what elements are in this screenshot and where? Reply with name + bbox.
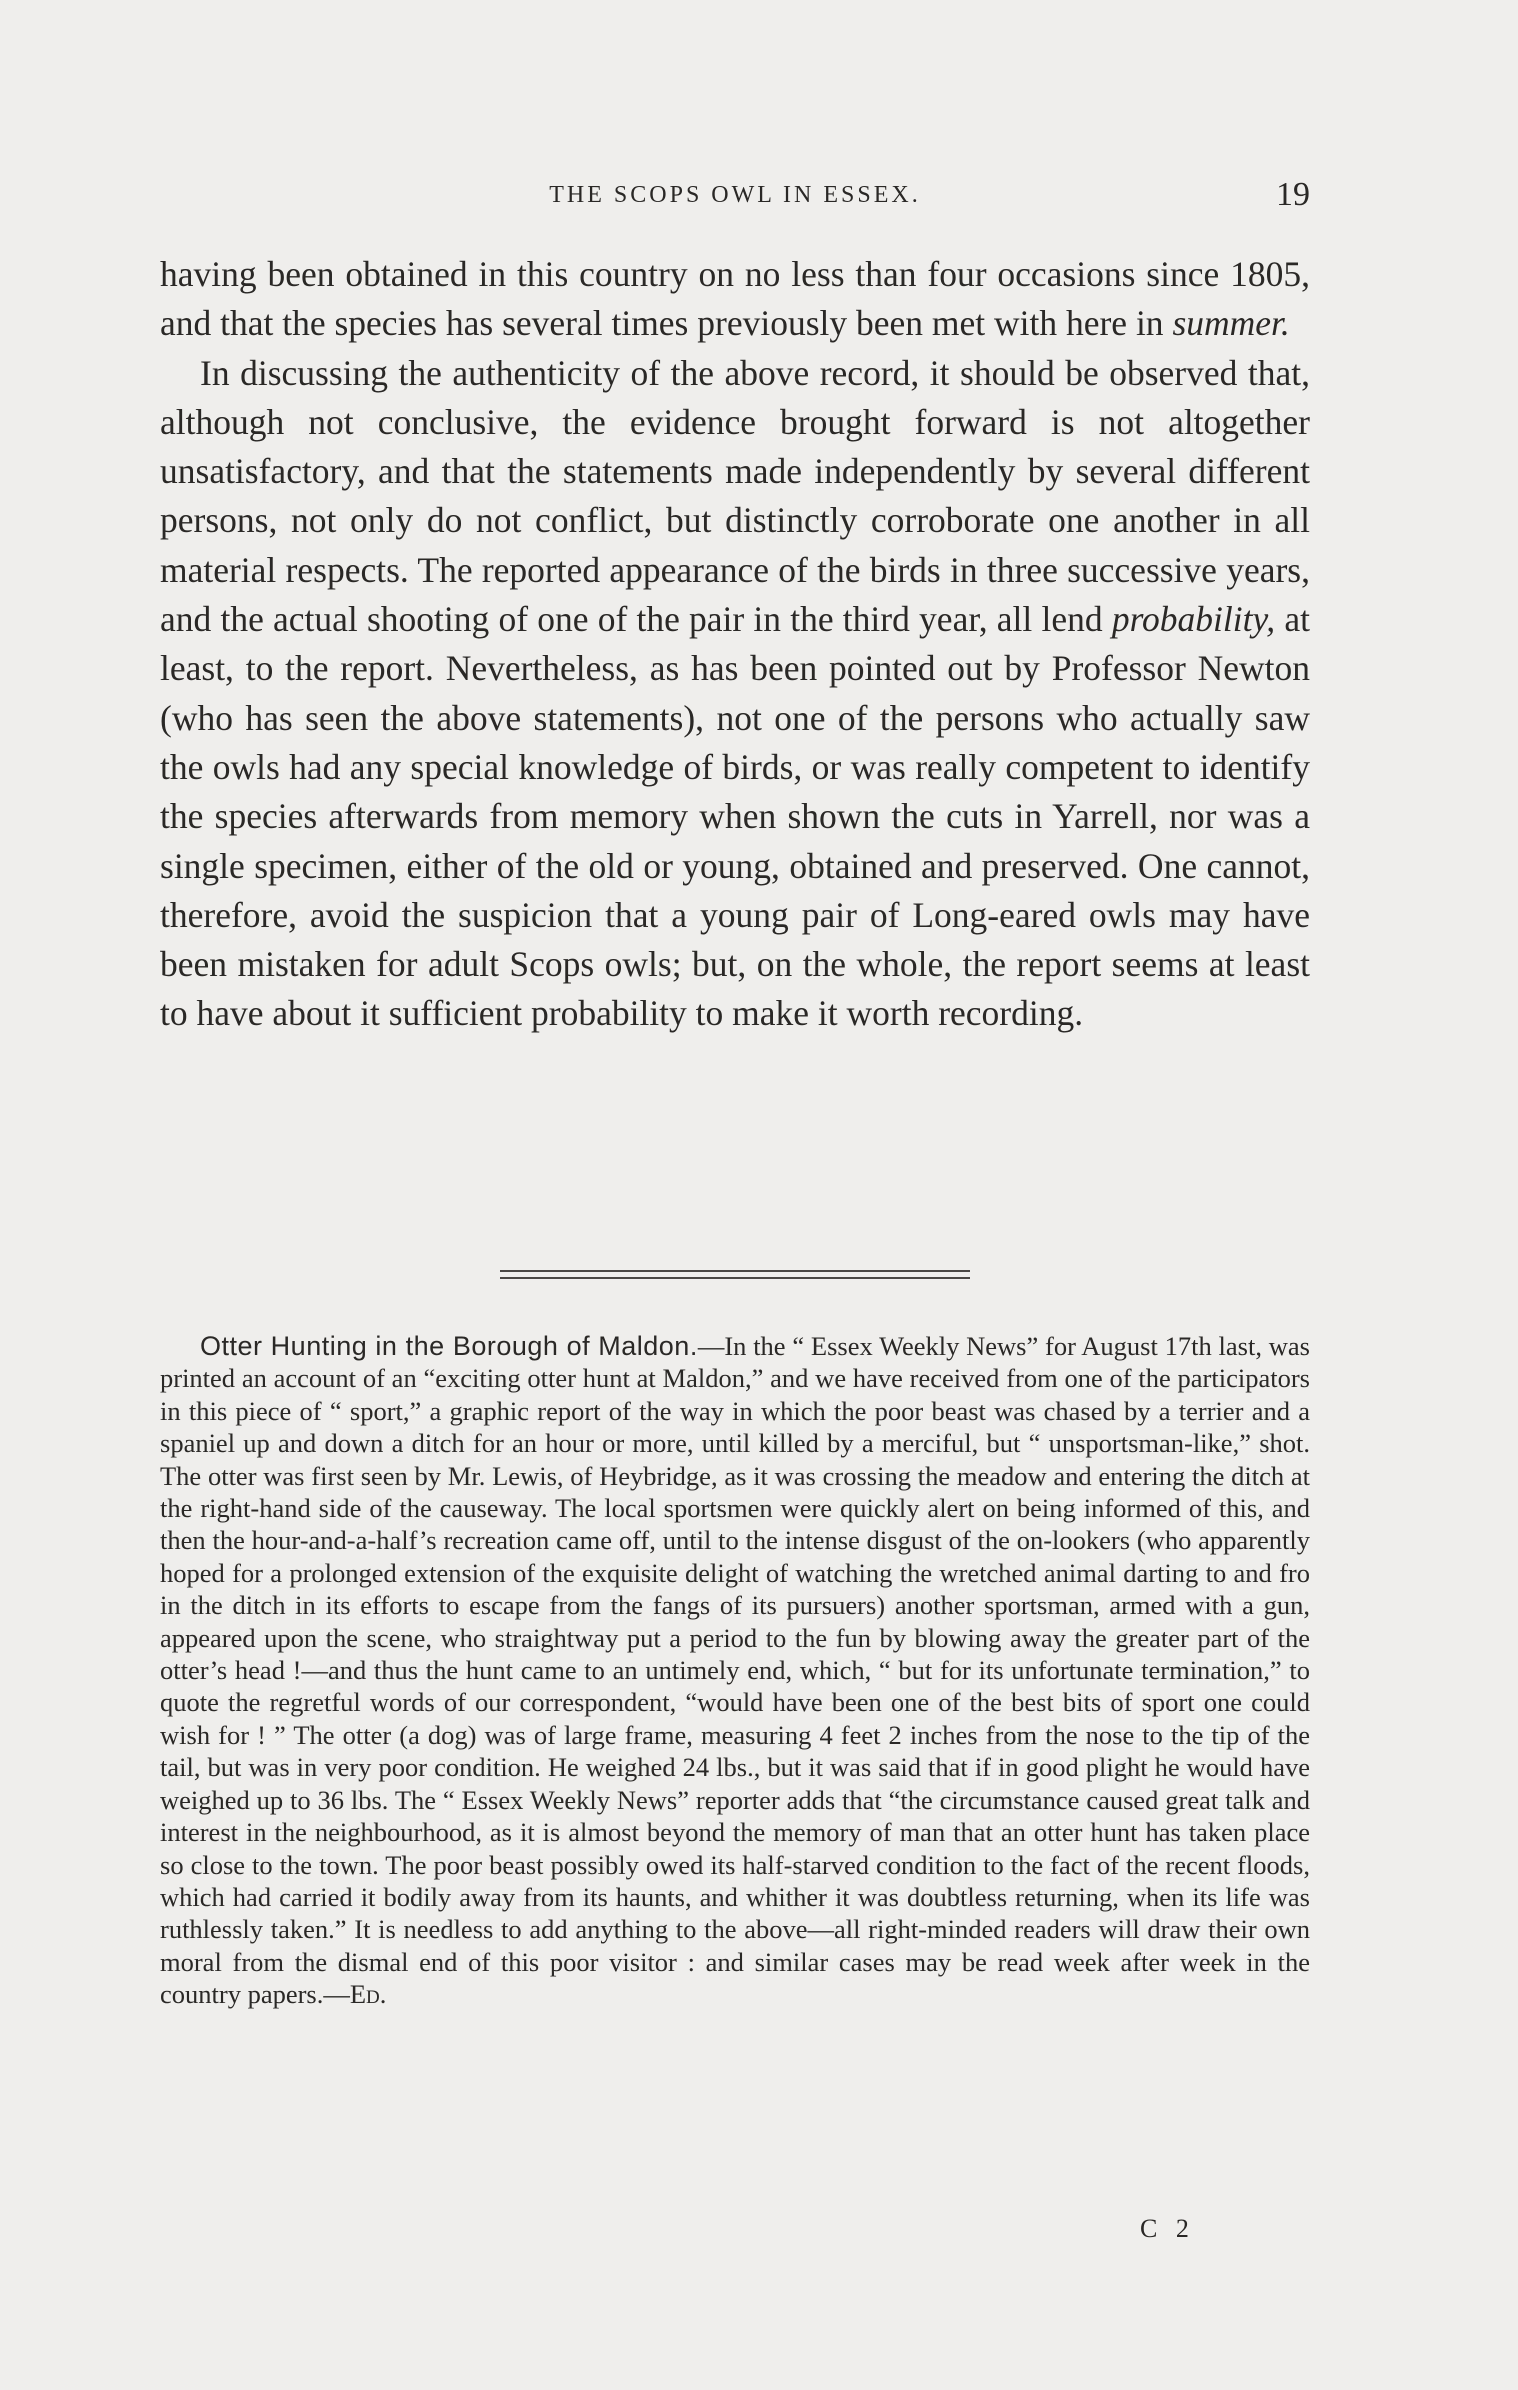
- section-divider: [500, 1270, 970, 1282]
- paragraph-1-emphasis: summer.: [1172, 303, 1290, 344]
- page-number: 19: [1276, 176, 1310, 213]
- paragraph-1-text: having been obtained in this country on no less than four occasions since 1805, and that the species has several times previously been met with here in: [160, 254, 1310, 344]
- paragraph-2-text-b: at least, to the report. Nevertheless, as has been pointed out by Professor Newton (who has seen the above statements), not one of the persons who actually saw the owls had any special knowledge of birds, or was really competent to identify the species afterwards from memory when shown the cuts in Yarrell, nor was a single specimen, either of the old or young, obtained and preserved. One cannot, therefore, avoid the suspicion that a young pair of Long-eared owls may have been mistaken for adult Scops owls; but, on the whole, the report seems at least to have about it sufficient probability to make it worth recording.: [160, 599, 1311, 1034]
- otter-hunting-note: [160, 1330, 1310, 2011]
- paragraph-2-text-a: In discussing the authenticity of the above record, it should be observed that, although not conclusive, the evidence brought forward is not altogether unsatisfactory, and that the statements made independently by several different persons, not only do not conflict, but distinctly corroborate one another in all material respects. The reported appearance of the birds in three successive years, and the actual shooting of one of the pair in the third year, all lend: [160, 352, 1310, 640]
- page-header: [160, 176, 1310, 222]
- note-title: Otter Hunting in the Borough of Maldon.: [200, 1331, 698, 1361]
- divider-rule-top: [500, 1270, 970, 1272]
- note-text: —In the “ Essex Weekly News” for August 17th last, was printed an account of an “exciting otter hunt at Maldon,” and we have received from one of the participators in this piece of “ sport,” a graphic report of the way in which the poor beast was chased by a terrier and a spaniel up and down a ditch for an hour or more, until killed by a merciful, but “ unsportsman-like,” shot. The otter was first seen by Mr. Lewis, of Heybridge, as it was crossing the meadow and entering the ditch at the right-hand side of the causeway. The local sportsmen were quickly alert on being informed of this, and then the hour-and-a-half’s recreation came off, until to the intense disgust of the on-lookers (who apparently hoped for a prolonged extension of the exquisite delight of watching the wretched animal darting to and fro in the ditch in its efforts to escape from the fangs of its pursuers) another sportsman, armed with a gun, appeared upon the scene, who straightway put a period to the fun by blowing away the greater part of the otter’s head !—and thus the hunt came to an untimely end, which, “ but for its unfortunate termination,” to quote the regretful words of our correspondent, “would have been one of the best bits of sport one could wish for ! ” The otter (a dog) was of large frame, measuring 4 feet 2 inches from the nose to the tip of the tail, but was in very poor condition. He weighed 24 lbs., but it was said that if in good plight he would have weighed up to 36 lbs. The “ Essex Weekly News” reporter adds that “the circumstance caused great talk and interest in the neighbourhood, as it is almost beyond the memory of man that an otter hunt has taken place so close to the town. The poor beast possibly owed its half-starved condition to the fact of the recent floods, which had carried it bodily away from its haunts, and whither it was doubtless returning, when its life was ruthlessly taken.” It is needless to add anything to the above—all right-minded readers will draw their own moral from the dismal end of this poor visitor : and similar cases may be read week after week in the country papers.—: [160, 1331, 1310, 2010]
- main-text: [160, 250, 1310, 1039]
- signature-mark: C 2: [1140, 2214, 1195, 2243]
- paragraph-1: [160, 250, 1310, 349]
- running-head: THE SCOPS OWL IN ESSEX.: [549, 182, 921, 208]
- note-paragraph: [160, 1330, 1310, 2011]
- editor-mark: Ed.: [349, 1979, 387, 2010]
- paragraph-2: [160, 349, 1310, 1039]
- paragraph-2-emphasis: probability,: [1111, 599, 1276, 640]
- divider-rule-bottom: [500, 1277, 970, 1279]
